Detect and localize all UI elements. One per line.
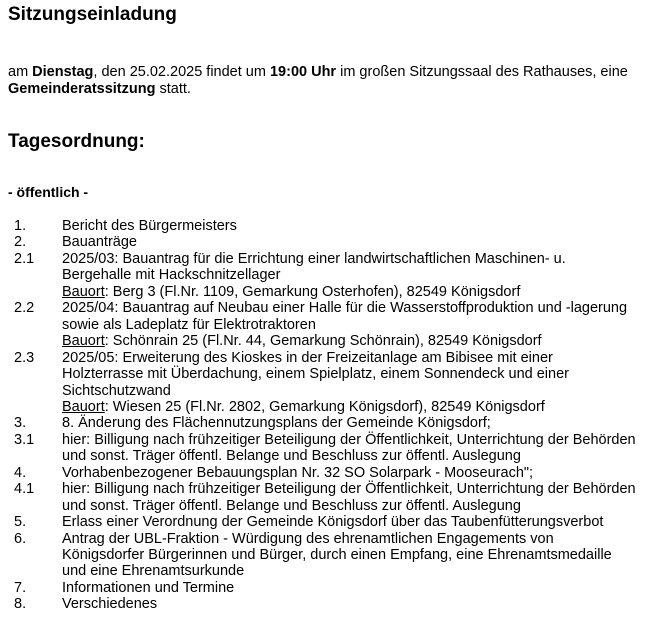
agenda-item-text: hier: Billigung nach frühzeitiger Beteiligung der Öffentlichkeit, Unterrichtung der Behörden <box>62 432 636 448</box>
intro-text: , den 25.02.2025 findet um <box>93 64 270 80</box>
agenda-item-text: sowie als Ladeplatz für Elektrotraktoren <box>62 317 316 333</box>
intro-text: im großen Sitzungssaal des Rathauses, eine <box>336 64 628 80</box>
agenda-item-number: 2.1 <box>14 251 35 267</box>
agenda-item-text: Holzterrasse mit Überdachung, einem Spielplatz, einem Sonnendeck und einer <box>62 366 569 382</box>
bauort-label: Bauort <box>62 333 105 349</box>
agenda-item-number: 2. <box>14 234 27 250</box>
agenda-item-number: 2.3 <box>14 350 35 366</box>
bauort-label: Bauort <box>62 284 105 300</box>
agenda-item-text: 2025/05: Erweiterung des Kioskes in der Freizeitanlage am Bibisee mit einer <box>62 350 553 366</box>
agenda-item-number: 4.1 <box>14 481 35 497</box>
agenda-heading: Tagesordnung: <box>8 131 145 152</box>
agenda-item-number: 5. <box>14 514 27 530</box>
agenda-item-text: Informationen und Termine <box>62 580 235 596</box>
bauort-address: : Schönrain 25 (Fl.Nr. 44, Gemarkung Schönrain), 82549 Königsdorf <box>104 333 542 349</box>
bauort-address: : Wiesen 25 (Fl.Nr. 2802, Gemarkung Königsdorf), 82549 Königsdorf <box>104 399 545 415</box>
meeting-time: 19:00 Uhr <box>269 64 337 80</box>
agenda-item-text: 2025/04: Bauantrag auf Neubau einer Halle für die Wasserstoffproduktion und -lagerung <box>62 300 628 316</box>
agenda-item-number: 6. <box>14 531 27 547</box>
agenda-item-number: 2.2 <box>14 300 35 316</box>
agenda-item-number: 4. <box>14 465 27 481</box>
intro-line-1 <box>8 64 628 81</box>
agenda-item-location <box>62 399 545 415</box>
agenda-item-number: 1. <box>14 218 27 234</box>
intro-line-2 <box>8 81 191 98</box>
agenda-item-text: und sonst. Träger öffentl. Belange und Beschluss zur öffentl. Auslegung <box>62 498 521 514</box>
agenda-item-text: Sichtschutzwand <box>62 383 171 399</box>
agenda-item-text: Verschiedenes <box>62 596 158 612</box>
document-title: Sitzungseinladung <box>8 4 177 25</box>
agenda-item-text: und sonst. Träger öffentl. Belange und Beschluss zur öffentl. Auslegung <box>62 448 521 464</box>
agenda-item-text: hier: Billigung nach frühzeitiger Beteiligung der Öffentlichkeit, Unterrichtung der Behörden <box>62 481 636 497</box>
bauort-address: : Berg 3 (Fl.Nr. 1109, Gemarkung Osterhofen), 82549 Königsdorf <box>104 284 521 300</box>
intro-text: statt. <box>155 81 191 97</box>
agenda-item-location <box>62 284 520 300</box>
agenda-item-number: 8. <box>14 596 27 612</box>
agenda-item-text: und eine Ehrenamtsurkunde <box>62 563 245 579</box>
agenda-item-text: Erlass einer Verordnung der Gemeinde Königsdorf über das Taubenfütterungsverbot <box>62 514 604 530</box>
agenda-item-text: Antrag der UBL-Fraktion - Würdigung des ehrenamtlichen Engagements von <box>62 531 554 547</box>
agenda-item-text: Vorhabenbezogener Bebauungsplan Nr. 32 SO Solarpark - Mooseurach"; <box>62 465 534 481</box>
agenda-item-number: 7. <box>14 580 27 596</box>
agenda-item-number: 3. <box>14 415 27 431</box>
section-label: - öffentlich - <box>8 184 89 200</box>
agenda-item-text: Königsdorfer Bürgerinnen und Bürger, durch einen Empfang, eine Ehrenamtsmedaille <box>62 547 612 563</box>
agenda-item-location <box>62 333 542 349</box>
agenda-item-text: Bergehalle mit Hackschnitzellager <box>62 267 281 283</box>
agenda-item-text: 2025/03: Bauantrag für die Errichtung einer landwirtschaftlichen Maschinen- u. <box>62 251 566 267</box>
agenda-item-text: 8. Änderung des Flächennutzungsplans der Gemeinde Königsdorf; <box>62 415 491 431</box>
intro-text: am <box>8 64 33 80</box>
agenda-item-text: Bauanträge <box>62 234 137 250</box>
agenda-item-text: Bericht des Bürgermeisters <box>62 218 237 234</box>
agenda-item-number: 3.1 <box>14 432 35 448</box>
meeting-type: Gemeinderatssitzung <box>8 81 156 97</box>
meeting-day: Dienstag <box>32 64 94 80</box>
bauort-label: Bauort <box>62 399 105 415</box>
